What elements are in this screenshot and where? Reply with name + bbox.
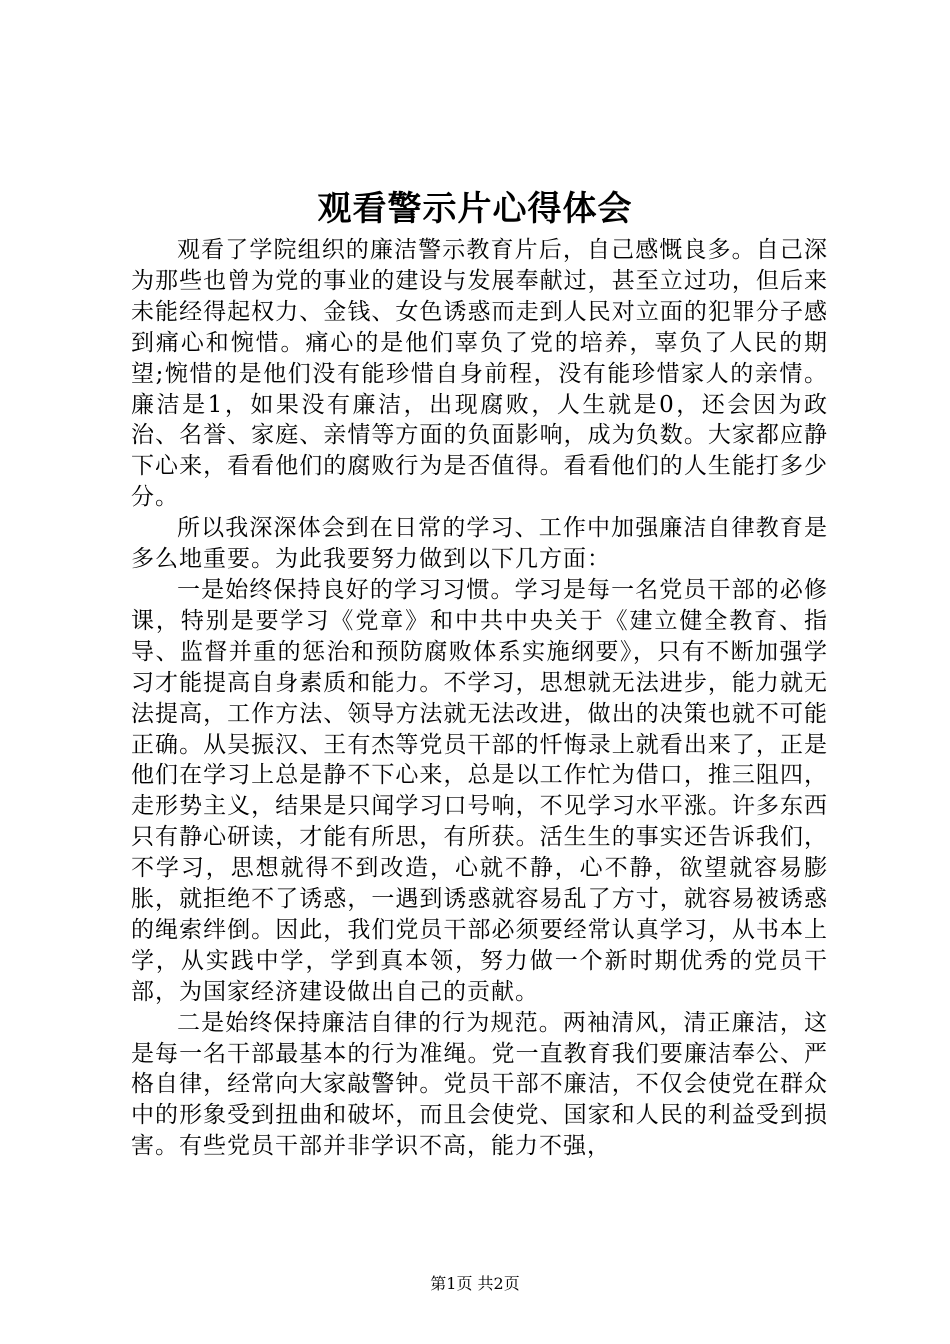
paragraph-4: 二是始终保持廉洁自律的行为规范。两袖清风，清正廉洁，这是每一名干部最基本的行为准绳。党一直教育我们要廉洁奉公、严格自律，经常向大家敲警钟。党员干部不廉洁，不仅会使党在群众中的形象受到扭曲和破坏，而且会使党、国家和人民的利益受到损害。有些党员干部并非学识不高，能力不强， [131,1009,828,1160]
document-title: 观看警示片心得体会 [317,189,633,229]
document-body [131,235,828,1162]
paragraph-3: 一是始终保持良好的学习习惯。学习是每一名党员干部的必修课，特别是要学习《党章》和中共中央关于《建立健全教育、指导、监督并重的惩治和预防腐败体系实施纲要》，只有不断加强学习才能提高自身素质和能力。不学习，思想就无法进步，能力就无法提高，工作方法、领导方法就无法改进，做出的决策也就不可能正确。从吴振汉、王有杰等党员干部的忏悔录上就看出来了，正是他们在学习上总是静不下心来，总是以工作忙为借口，推三阻四，走形势主义，结果是只闻学习口号响，不见学习水平涨。许多东西只有静心研读，才能有所思，有所获。活生生的事实还告诉我们，不学习，思想就得不到改造，心就不静，心不静，欲望就容易膨胀，就拒绝不了诱惑，一遇到诱惑就容易乱了方寸，就容易被诱惑的绳索绊倒。因此，我们党员干部必须要经常认真学习，从书本上学，从实践中学，学到真本领，努力做一个新时期优秀的党员干部，为国家经济建设做出自己的贡献。 [131,576,828,1005]
paragraph-1: 观看了学院组织的廉洁警示教育片后，自己感慨良多。自己深为那些也曾为党的事业的建设与发展奉献过，甚至立过功，但后来未能经得起权力、金钱、女色诱惑而走到人民对立面的犯罪分子感到痛心和惋惜。痛心的是他们辜负了党的培养，辜负了人民的期望;惋惜的是他们没有能珍惜自身前程，没有能珍惜家人的亲情。廉洁是1，如果没有廉洁，出现腐败，人生就是0，还会因为政治、名誉、家庭、亲情等方面的负面影响，成为负数。大家都应静下心来，看看他们的腐败行为是否值得。看看他们的人生能打多少分。 [131,237,828,511]
paragraph-2: 所以我深深体会到在日常的学习、工作中加强廉洁自律教育是多么地重要。为此我要努力做到以下几方面： [131,515,828,573]
page-footer: 第1页 共2页 [430,1274,520,1293]
